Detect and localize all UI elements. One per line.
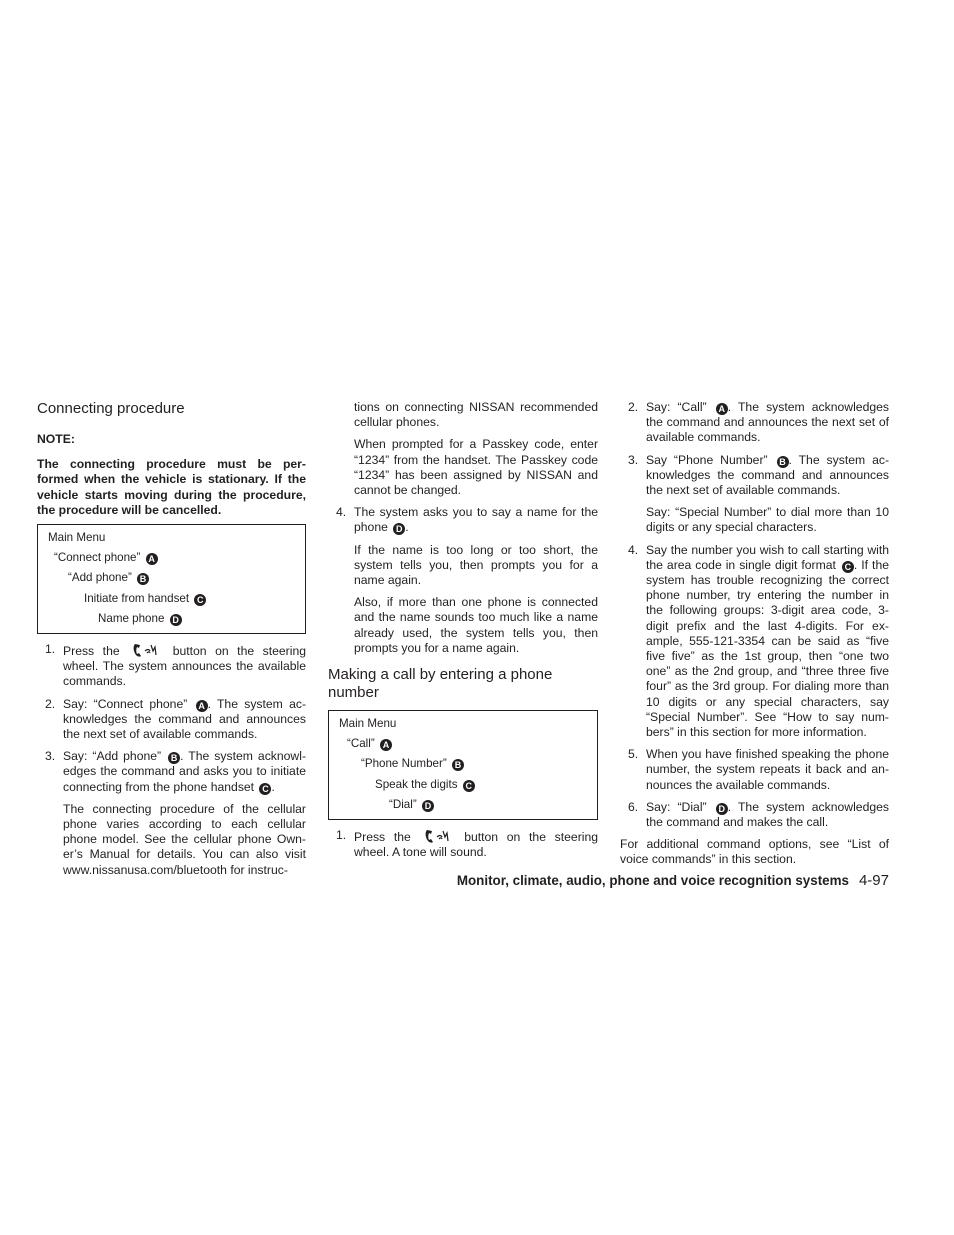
- step-6-call: [620, 800, 889, 830]
- step-text: The system asks you to say a name for the phone: [354, 505, 598, 535]
- circled-d-icon: D: [716, 803, 728, 815]
- menu-box-call: [328, 710, 598, 820]
- step-number: 2.: [628, 400, 639, 414]
- page-number: 4-97: [858, 872, 889, 889]
- circled-a-icon: A: [196, 700, 208, 712]
- circled-c-icon: C: [259, 783, 271, 795]
- step-3-call-detail: Say: “Special Number” to dial more than 10 digits or any special characters.: [646, 505, 889, 535]
- section-heading-making-call: Making a call by entering a phone number: [328, 666, 553, 702]
- closing-paragraph: For additional command options, see “List of voice commands” in this section.: [620, 837, 889, 867]
- section-heading-connecting: Connecting procedure: [37, 400, 185, 417]
- step-text: Say: “Connect phone”: [63, 696, 188, 711]
- menu-line-name-phone: [48, 609, 295, 629]
- step-text: Say: “Dial”: [646, 799, 707, 814]
- step-text: When you have finished speaking the phone number, the system repeats it back and an-nounces the available commands.: [646, 747, 889, 792]
- step-3-continued: tions on connecting NISSAN recommended cellular phones.: [354, 400, 598, 430]
- step-text: Say the number you wish to call starting with the area code in single digit format: [646, 542, 889, 572]
- step-number: 2.: [45, 696, 56, 711]
- passkey-paragraph: When prompted for a Passkey code, enter “1234” from the handset. The Passkey code “1234” has been assigned by NISSAN and cannot be changed.: [354, 437, 598, 498]
- phone-voice-icon: [424, 828, 452, 844]
- step-2-call: [620, 400, 889, 446]
- column-1: [37, 400, 306, 885]
- menu-line-add-phone: [48, 568, 295, 588]
- column-2: [328, 400, 598, 867]
- menu-main-text: Main Menu: [339, 717, 397, 731]
- menu-line-main: [48, 528, 295, 548]
- circled-b-icon: B: [777, 456, 789, 468]
- step-number: 1.: [336, 827, 347, 842]
- page-footer: [300, 872, 889, 890]
- step-number: 4.: [336, 505, 347, 520]
- column-3: [620, 400, 889, 875]
- menu-line-initiate: [48, 589, 295, 609]
- menu-phone-number-text: “Phone Number”: [361, 757, 447, 771]
- step-text: . The system ac-knowledges the command and announces the next set of available commands.: [646, 452, 890, 498]
- phone-voice-icon: [132, 642, 160, 658]
- menu-line-speak-digits: [339, 775, 587, 795]
- note-body: The connecting procedure must be per-formed when the vehicle is stationary. If the vehicle starts moving during the procedure, the procedure will be cancelled.: [37, 457, 306, 517]
- step-text: . If the system has trouble recognizing the correct phone number, try entering the number in the following groups: 3-digit area code, 3-digit prefix and the last 4-digits. For ex-ample, 555-121-3354 can be said as “five five five” as the 1st group, then “one two one” as the 2nd group, and “three three five four” as the 3rd group. For dialing more than 10 digits or any special characters, say “Special Number”. See “How to say num-bers” in this section for more information.: [646, 557, 889, 740]
- menu-connect-phone-text: “Connect phone”: [54, 551, 141, 565]
- menu-line-connect-phone: [48, 548, 295, 568]
- menu-box-connect: [37, 524, 306, 634]
- step-text: Press the: [354, 829, 411, 844]
- step-text: Say “Phone Number”: [646, 452, 768, 467]
- circled-d-icon: D: [393, 523, 405, 535]
- step-1-call: [328, 828, 598, 860]
- circled-b-icon: B: [137, 573, 149, 585]
- step-text: Say: “Call”: [646, 400, 707, 414]
- step-3-connect: [37, 749, 306, 795]
- menu-line-phone-number: [339, 754, 587, 774]
- menu-dial-text: “Dial”: [389, 797, 417, 811]
- circled-b-icon: B: [452, 759, 464, 771]
- step-text: . The system acknowledges the command and makes the call.: [646, 799, 890, 830]
- circled-c-icon: C: [194, 594, 206, 606]
- step-text: Say: “Add phone”: [63, 749, 162, 764]
- step-text: button on the steering wheel. The system announces the available commands.: [63, 643, 307, 689]
- step-3-call: [620, 453, 889, 499]
- menu-line-call: [339, 734, 587, 754]
- step-1-connect: [37, 642, 306, 690]
- step-number: 6.: [628, 799, 639, 814]
- menu-main-text: Main Menu: [48, 531, 106, 545]
- step-text: .: [271, 779, 275, 794]
- circled-c-icon: C: [463, 780, 475, 792]
- menu-add-phone-text: “Add phone”: [68, 571, 132, 585]
- circled-b-icon: B: [168, 752, 180, 764]
- menu-speak-digits-text: Speak the digits: [375, 777, 458, 791]
- menu-call-text: “Call”: [347, 737, 375, 751]
- step-number: 3.: [628, 452, 639, 467]
- step-4-detail-1: If the name is too long or too short, the system tells you, then prompts you for a name again.: [354, 542, 598, 588]
- menu-name-phone-text: Name phone: [98, 611, 165, 625]
- step-4-detail-2: Also, if more than one phone is connected and the name sounds too much like a name already used, the system tells you, then prompts you for a name again.: [354, 595, 598, 655]
- step-3-detail: The connecting procedure of the cellular phone varies according to each cellular phone model. See the cellular phone Own-er’s Manual for details. You can also visit www.nissanusa.com/bluetooth for instruc-: [63, 801, 306, 877]
- circled-d-icon: D: [170, 614, 182, 626]
- step-5-call: [620, 747, 889, 793]
- step-4-call: [620, 543, 889, 741]
- step-number: 3.: [45, 749, 56, 764]
- step-number: 5.: [628, 747, 639, 762]
- step-text: . The system acknowl-edges the command and asks you to initiate connecting from the phone handset: [63, 749, 307, 794]
- step-text: .: [405, 520, 409, 535]
- footer-section-title: Monitor, climate, audio, phone and voice recognition systems: [456, 873, 849, 888]
- circled-a-icon: A: [146, 553, 158, 565]
- step-4-connect: [328, 505, 598, 535]
- step-text: . The system ac-knowledges the command and announces the next set of available commands.: [63, 696, 307, 741]
- step-number: 4.: [628, 542, 639, 557]
- circled-a-icon: A: [716, 403, 728, 415]
- step-2-connect: [37, 697, 306, 743]
- circled-a-icon: A: [380, 739, 392, 751]
- menu-line-dial: [339, 795, 587, 815]
- step-text: Press the: [63, 643, 120, 658]
- note-label: NOTE:: [37, 432, 75, 446]
- circled-d-icon: D: [422, 800, 434, 812]
- step-text: . The system acknowledges the command and announces the next set of available commands.: [646, 400, 890, 445]
- menu-initiate-text: Initiate from handset: [84, 591, 190, 605]
- circled-c-icon: C: [842, 561, 854, 573]
- menu-line-main: [339, 714, 587, 734]
- step-text: button on the steering wheel. A tone will sound.: [354, 829, 599, 860]
- step-number: 1.: [45, 641, 56, 656]
